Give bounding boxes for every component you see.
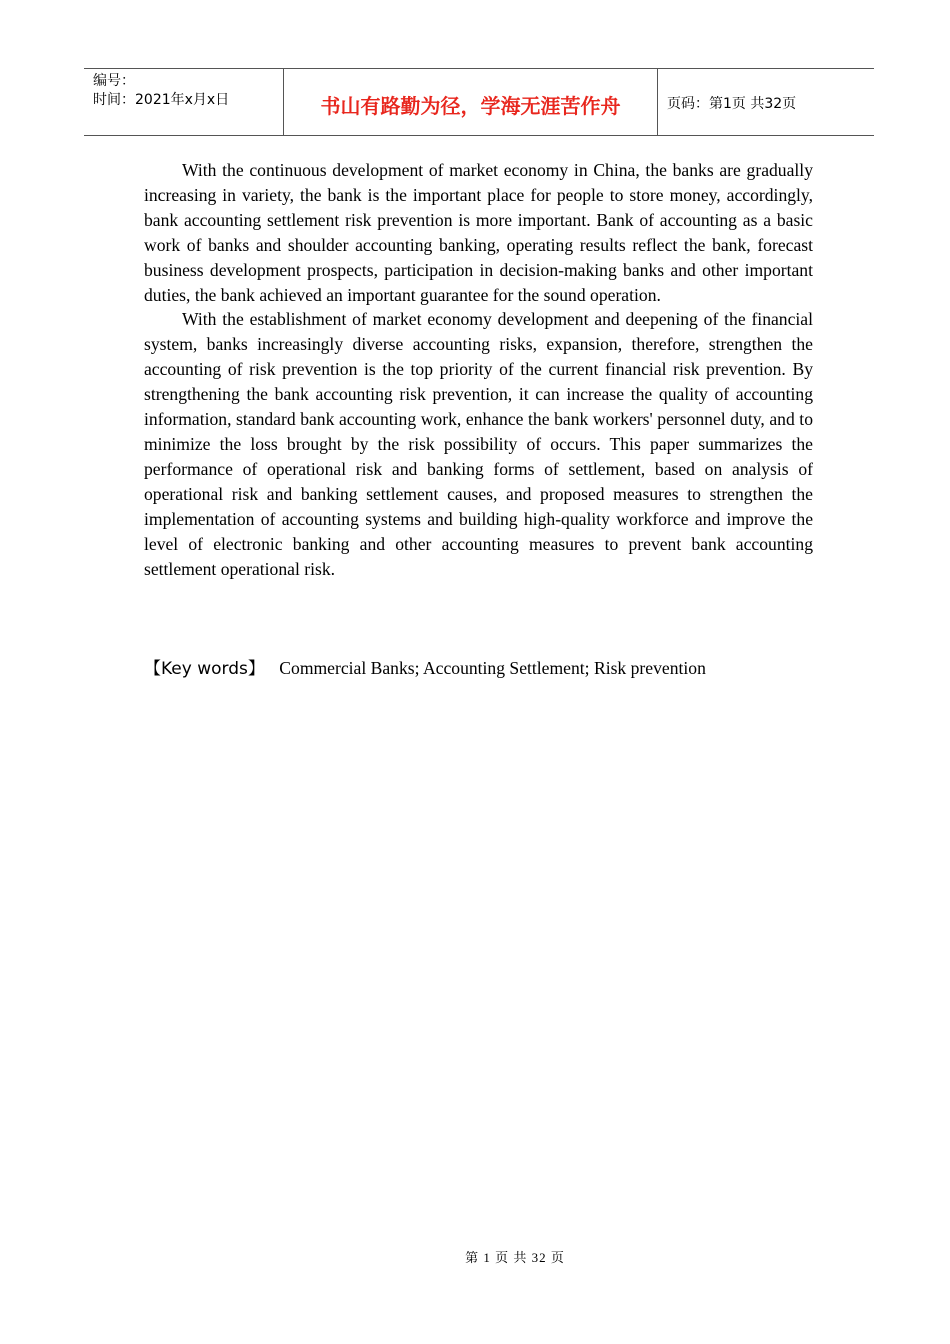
abstract-body (144, 158, 813, 581)
keywords-text: Commercial Banks; Accounting Settlement; Risk prevention (279, 658, 706, 678)
page-footer: 第 1 页 共 32 页 (465, 1250, 565, 1265)
paragraph-2: With the establishment of market economy development and deepening of the financial system, banks increasingly diverse accounting risks, expansion, therefore, strengthen the accounting of risk prevention is the top priority of the current financial risk prevention. By strengthening the bank accounting risk prevention, it can increase the quality of accounting information, standard bank accounting work, enhance the bank workers' personnel duty, and to minimize the loss brought by the risk possibility of occurs. This paper summarizes the performance of operational risk and banking forms of settlement, based on analysis of operational risk and banking settlement causes, and proposed measures to strengthen the implementation of accounting systems and building high-quality workforce and improve the level of electronic banking and other accounting measures to prevent bank accounting settlement operational risk. (144, 309, 813, 579)
paragraph-1: With the continuous development of market economy in China, the banks are gradually increasing in variety, the bank is the important place for people to store money, accordingly, bank accounting settlement risk prevention is more important. Bank of accounting as a basic work of banks and shoulder accounting banking, operating results reflect the bank, forecast business development prospects, participation in decision-making banks and other important duties, the bank achieved an important guarantee for the sound operation. (144, 160, 813, 305)
number-label: 编号： (93, 73, 135, 89)
header-page-label: 页码：第1页 共32页 (667, 96, 797, 112)
page-header (84, 68, 874, 136)
header-motto: 书山有路勤为径，学海无涯苦作舟 (284, 69, 658, 135)
keywords-label: 【Key words】 (144, 659, 265, 679)
keywords-line (144, 656, 844, 681)
time-label: 时间：2021年x月x日 (93, 92, 230, 108)
header-meta (84, 69, 284, 135)
